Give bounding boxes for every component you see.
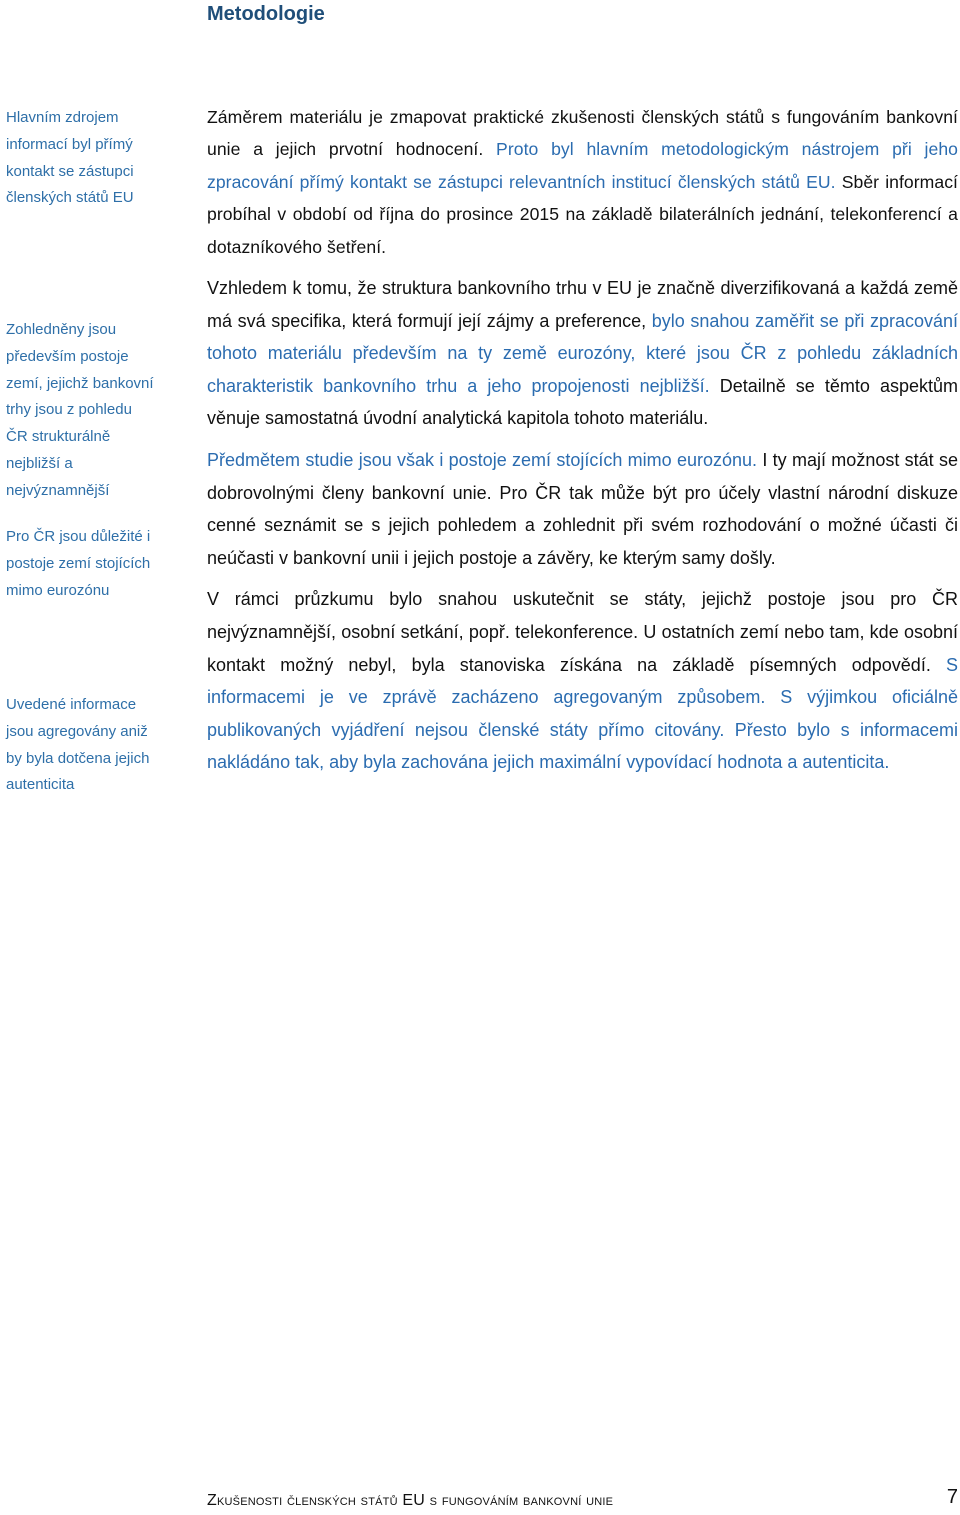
paragraph-text: Detailně se těmto aspektům věnuje samostatná úvodní analytická kapitola tohoto materiálu.: [207, 375, 958, 429]
paragraph-text: Vzhledem k tomu, že struktura bankovního trhu v EU je značně diverzifikovaná a každá země má svá specifika, která formují její zájmy a preference,: [207, 278, 958, 331]
page-title: Metodologie: [207, 3, 325, 25]
side-note-line: nejbližší a: [6, 454, 73, 472]
paragraph-highlight: Proto byl hlavním metodologickým nástrojem při jeho zpracování přímý kontakt se zástupci relevantních institucí členských států EU.: [207, 139, 958, 192]
paragraph-non-euro: [207, 444, 958, 574]
side-note-line: členských států EU: [6, 189, 134, 207]
paragraph-market-structure: [207, 272, 958, 435]
paragraph-text: V rámci průzkumu bylo snahou uskutečnit se státy, jejichž postoje jsou pro ČR nejvýznamnější, osobní setkání, popř. telekonference. U ostatních zemí nebo tam, kde osobní kontakt možný nebyl, byla stanoviska získána na základě písemných odpovědí.: [207, 589, 958, 675]
paragraph-highlight: bylo snahou zaměřit se při zpracování tohoto materiálu především na ty země eurozóny, které jsou ČR z pohledu základních charakteristik bankovního trhu a jeho propojenosti nejbližší.: [207, 310, 958, 396]
main-text: [207, 101, 958, 788]
side-note-line: Hlavním zdrojem: [6, 109, 119, 126]
paragraph-text: I ty mají možnost stát se dobrovolnými členy bankovní unie. Pro ČR tak může být pro účely vlastní národní diskuze cenné seznámit se s jejich pohledem a zohlednit při svém rozhodování o možné účasti či neúčasti v bankovní unii i jejich postoje a závěry, ke kterým samy došly.: [207, 450, 958, 568]
side-note-line: by byla dotčena jejich: [6, 749, 150, 767]
footer-title: Zkušenosti členských států EU s fungováním bankovní unie: [207, 1492, 614, 1509]
page-footer: [207, 1488, 958, 1514]
side-note-main-source: [6, 105, 184, 212]
side-note-aggregation: [6, 692, 184, 799]
side-note-line: Zohledněny jsou: [6, 321, 117, 338]
paragraph-text: Záměrem materiálu je zmapovat praktické zkušenosti členských států s fungováním bankovní unie a jejich prvotní hodnocení.: [207, 107, 958, 160]
side-note-line: především postoje: [6, 347, 129, 365]
paragraph-text: Sběr informací probíhal v období od října do prosince 2015 na základě bilaterálních jednání, telekonferencí a dotazníkového šetření.: [207, 171, 958, 257]
paragraph-intro: [207, 101, 958, 263]
side-note-line: jsou agregovány aniž: [6, 722, 148, 740]
paragraph-highlight: Předmětem studie jsou však i postoje zemí stojících mimo eurozónu.: [207, 450, 758, 470]
side-note-line: Pro ČR jsou důležité i: [6, 528, 151, 545]
side-note-line: ČR strukturálně: [6, 428, 111, 446]
page-number: 7: [946, 1486, 958, 1508]
paragraph-survey: [207, 583, 958, 779]
side-note-line: nejvýznamnější: [6, 481, 110, 499]
side-note-line: mimo eurozónu: [6, 581, 110, 599]
side-note-line: trhy jsou z pohledu: [6, 401, 132, 419]
side-note-line: informací byl přímý: [6, 135, 133, 153]
side-note-line: Uvedené informace: [6, 696, 137, 713]
side-note-line: kontakt se zástupci: [6, 162, 134, 180]
side-note-line: autenticita: [6, 776, 75, 794]
paragraph-highlight: S informacemi je ve zprávě zacházeno agregovaným způsobem. S výjimkou oficiálně publikovaných vyjádření nejsou členské státy přímo citovány. Přesto bylo s informacemi nakládáno tak, aby byla zachována jejich maximální vypovídací hodnota a autenticita.: [207, 654, 958, 773]
side-note-line: postoje zemí stojících: [6, 554, 151, 572]
side-note-considered-countries: [6, 317, 184, 505]
side-note-line: zemí, jejichž bankovní: [6, 374, 154, 392]
side-note-non-euro-countries: [6, 524, 184, 604]
